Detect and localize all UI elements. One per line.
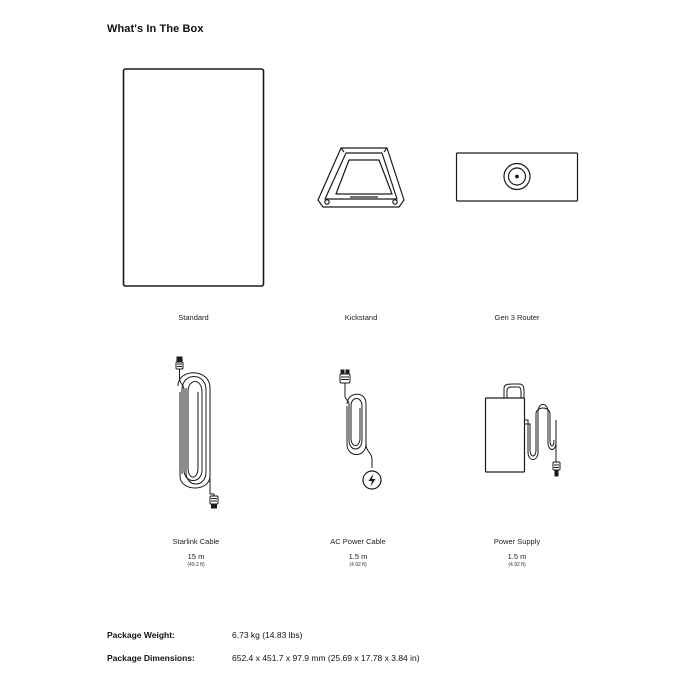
kickstand-icon — [318, 148, 404, 207]
item-label-starlink-cable: Starlink Cable — [172, 537, 220, 546]
item-label-kickstand: Kickstand — [344, 313, 378, 322]
router-icon — [457, 153, 578, 201]
package-weight-label: Package Weight: — [107, 630, 175, 640]
item-length-ft-ac-power-cable: (4.92 ft) — [349, 562, 367, 568]
package-dimensions-label: Package Dimensions: — [107, 653, 195, 663]
item-label-power-supply: Power Supply — [493, 537, 541, 546]
section-title: What's In The Box — [107, 23, 204, 35]
item-length-starlink-cable: 15 m — [187, 552, 205, 561]
item-length-power-supply: 1.5 m — [507, 552, 527, 561]
starlink-cable-icon — [176, 357, 218, 508]
dish-panel-icon — [124, 69, 264, 286]
item-label-standard: Standard — [178, 313, 209, 322]
item-length-ft-starlink-cable: (49.2 ft) — [187, 562, 205, 568]
item-length-ac-power-cable: 1.5 m — [348, 552, 368, 561]
item-length-ft-power-supply: (4.92 ft) — [508, 562, 526, 568]
item-label-router: Gen 3 Router — [494, 313, 540, 322]
power-supply-icon — [486, 384, 561, 476]
item-label-ac-power-cable: AC Power Cable — [330, 537, 386, 546]
ac-power-cable-icon — [340, 370, 381, 489]
package-weight-value: 6.73 kg (14.83 lbs) — [232, 630, 303, 640]
package-dimensions-value: 652.4 x 451.7 x 97.9 mm (25.69 x 17.78 x 3.84 in) — [232, 653, 420, 663]
